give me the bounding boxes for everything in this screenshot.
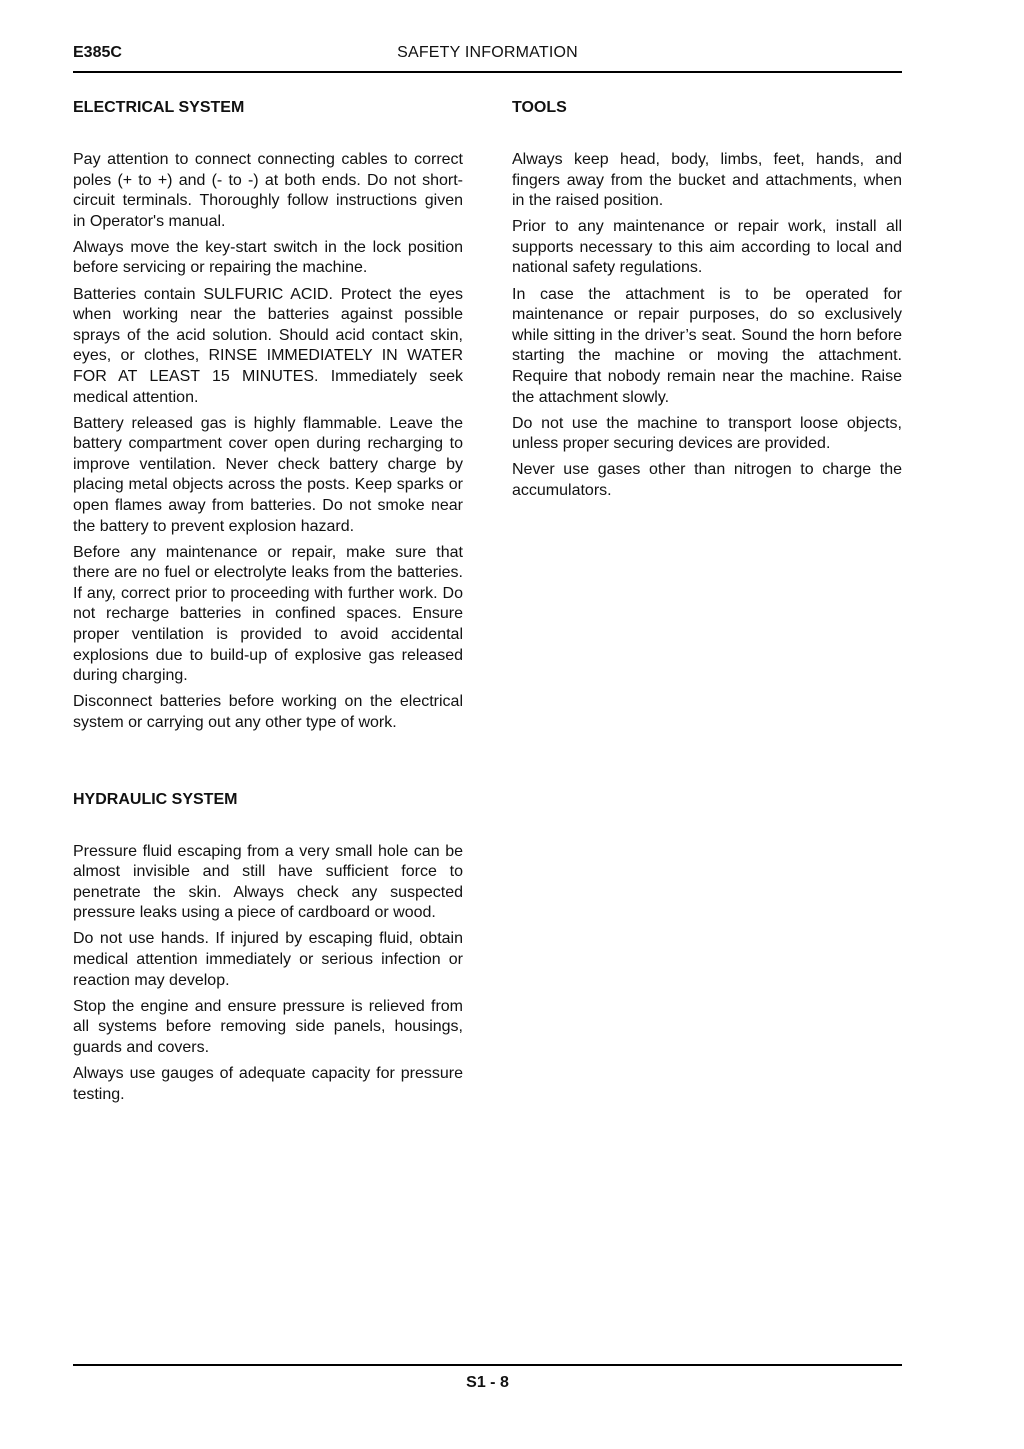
tools-paragraph: In case the attachment is to be operated for maintenance or repair purposes, do so exclusively while sitting in the driver’s seat. Sound the horn before starting the machine or moving the attachment. Require that nobody remain near the machine. Raise the attachment slowly.	[512, 285, 902, 406]
page-header	[73, 42, 902, 73]
electrical-paragraph: Battery released gas is highly flammable. Leave the battery compartment cover open during recharging to improve ventilation. Never check battery charge by placing metal objects across the posts. Keep sparks or open flames away from batteries. Do not smoke near the battery to prevent explosion hazard.	[73, 414, 463, 535]
page-number: S1 - 8	[466, 1374, 509, 1391]
right-column	[512, 98, 902, 507]
electrical-paragraph: Disconnect batteries before working on the electrical system or carrying out any other type of work.	[73, 693, 463, 731]
electrical-paragraph: Pay attention to connect connecting cables to correct poles (+ to +) and (- to -) at both ends. Do not short-circuit terminals. Thoroughly follow instructions given in Operator's manual.	[73, 151, 463, 230]
tools-heading: TOOLS	[512, 99, 567, 116]
tools-paragraph: Do not use the machine to transport loose objects, unless proper securing devices are provided.	[512, 414, 902, 453]
left-column	[73, 98, 463, 1111]
electrical-system-section	[73, 98, 463, 734]
page-footer	[73, 1364, 902, 1392]
hydraulic-system-heading: HYDRAULIC SYSTEM	[73, 790, 238, 808]
hydraulic-paragraph: Do not use hands. If injured by escaping fluid, obtain medical attention immediately or serious infection or reaction may develop.	[73, 930, 463, 989]
hydraulic-paragraph: Stop the engine and ensure pressure is relieved from all systems before removing side panels, housings, guards and covers.	[73, 997, 463, 1056]
electrical-paragraph: Always move the key-start switch in the lock position before servicing or repairing the machine.	[73, 238, 463, 277]
electrical-paragraph: Before any maintenance or repair, make sure that there are no fuel or electrolyte leaks from the batteries. If any, correct prior to proceeding with further work. Do not recharge batteries in confined spaces. Ensure proper ventilation is provided to avoid accidental explosions due to build-up of explosive gas released during charging.	[73, 543, 463, 685]
electrical-system-heading: ELECTRICAL SYSTEM	[73, 99, 245, 116]
electrical-paragraph: Batteries contain SULFURIC ACID. Protect the eyes when working near the batteries against possible sprays of the acid solution. Should acid contact skin, eyes, or clothes, RINSE IMMEDIATELY IN WATER FOR AT LEAST 15 MINUTES. Immediately seek medical attention.	[73, 285, 463, 406]
tools-paragraph: Always keep head, body, limbs, feet, hands, and fingers away from the bucket and attachments, when in the raised position.	[512, 151, 902, 210]
hydraulic-paragraph: Always use gauges of adequate capacity for pressure testing.	[73, 1064, 463, 1103]
hydraulic-paragraph: Pressure fluid escaping from a very small hole can be almost invisible and still have sufficient force to penetrate the skin. Always check any suspected pressure leaks using a piece of cardboard or wood.	[73, 842, 463, 922]
tools-paragraph: Prior to any maintenance or repair work, install all supports necessary to this aim according to local and national safety regulations.	[512, 218, 902, 277]
tools-paragraph: Never use gases other than nitrogen to charge the accumulators.	[512, 461, 902, 499]
page-title: SAFETY INFORMATION	[397, 44, 578, 61]
tools-section	[512, 98, 902, 502]
document-code: E385C	[73, 44, 122, 61]
hydraulic-system-section	[73, 790, 463, 1106]
